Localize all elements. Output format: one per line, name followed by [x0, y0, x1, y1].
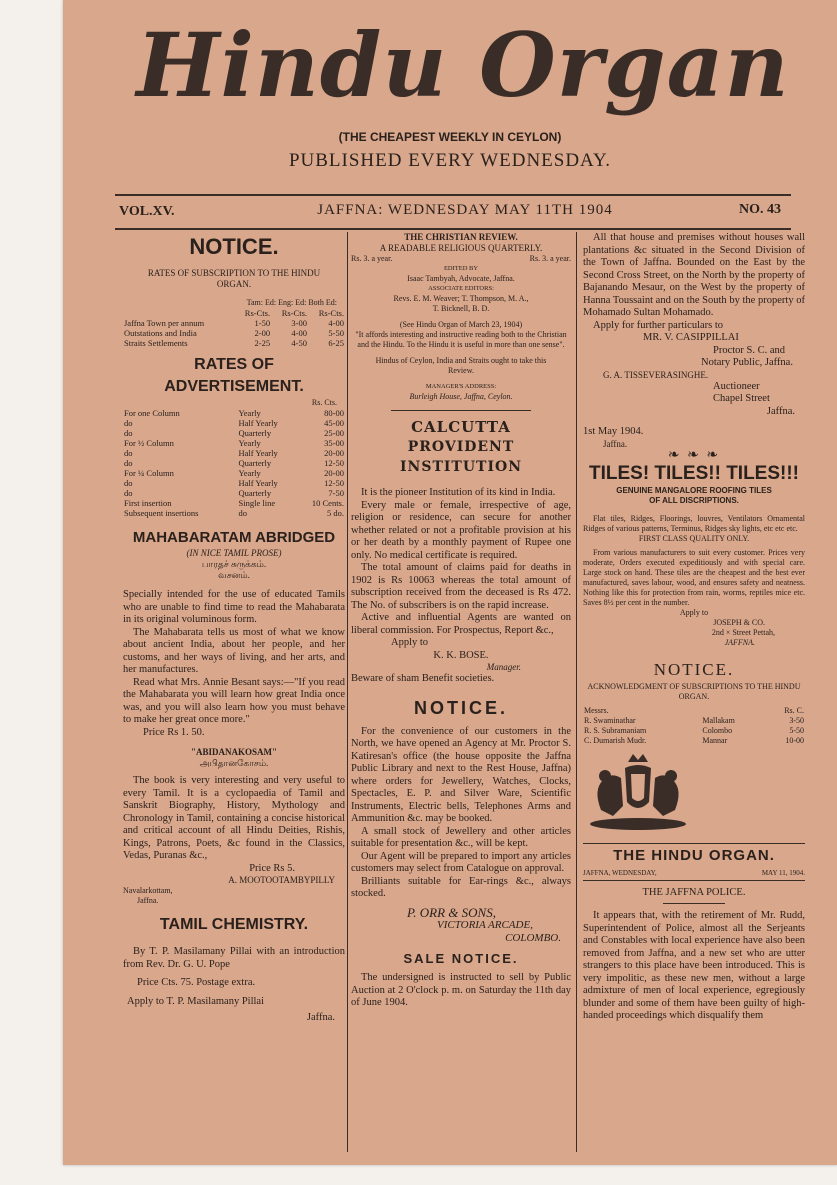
table-cell: Mallakam [702, 716, 735, 725]
orr-address: VICTORIA ARCADE, [437, 919, 533, 931]
issue-number: NO. 43 [739, 202, 781, 217]
table-cell: 3-00 [291, 318, 308, 328]
auctioneer-role: Auctioneer [713, 380, 760, 392]
table-cell: For ¼ Column [124, 468, 174, 478]
calcutta-paragraph: Active and influential Agents are wanted on liberal commission. For Prospectus, Report &c., [351, 612, 571, 636]
table-cell: do [124, 418, 133, 428]
edited-by-label: EDITED BY [443, 265, 479, 272]
table-row [123, 408, 345, 418]
table-row [123, 338, 345, 348]
calcutta-heading: CALCUTTA [411, 418, 511, 436]
orr-city: COLOMBO. [505, 931, 561, 944]
tiles-subheading: OF ALL DISCRIPTIONS. [649, 496, 739, 505]
tiles-paragraph: Flat tiles, Ridges, Floorings, louvres, Ventilators Ornamental Ridges of various patterns, Terminus, Ridges sky lights, etc etc etc. [583, 514, 805, 533]
notice-paragraph: Brilliants suitable for Ear-rings &c., always stocked. [351, 875, 571, 899]
notice-date: 1st May 1904. [583, 426, 644, 437]
table-row [583, 726, 805, 736]
tiles-quality: FIRST CLASS QUALITY ONLY. [638, 534, 750, 543]
masthead-title: Hindu Organ [136, 13, 790, 117]
table-cell: Single line [238, 498, 276, 508]
table-row [123, 498, 345, 508]
abidanakosam-tamil: அபிதானகோசம். [199, 758, 269, 768]
divider [391, 410, 531, 411]
tiles-subheading: GENUINE MANGALORE ROOFING TILES [616, 486, 772, 495]
column-1 [123, 232, 345, 1025]
editorial-place: JAFFNA, WEDNESDAY, [583, 868, 657, 877]
auctioneer-city: Jaffna. [766, 405, 795, 417]
table-cell: 80-00 [324, 408, 344, 418]
table-cell: 5-50 [328, 328, 344, 338]
christian-review-heading: THE CHRISTIAN REVIEW. [404, 232, 518, 242]
manager-address: Burleigh House, Jaffna, Ceylon. [409, 392, 513, 401]
acknowledgment-heading: ACKNOWLEDGMENT OF SUBSCRIPTIONS TO THE HINDU ORGAN. [587, 682, 801, 701]
associate-editors-label: ASSOCIATE EDITORS: [428, 285, 494, 292]
table-cell: 5-50 [789, 726, 804, 735]
table-cell: Yearly [238, 468, 261, 478]
police-paragraph: It appears that, with the retirement of Mr. Rudd, Superintendent of Police, almost all the Serjeants and Constables with local experience have also been removed from Jaffna, and a new set who are utter strangers to this place have been introduced. This is very impolitic, as these new men, without a large admixture of men of local experience, egregiously blunder and some of them have been guilty of high-handed proceedings which disqualify them [583, 910, 805, 1021]
christian-review-price [351, 254, 571, 264]
table-cell: Outstations and India [124, 328, 197, 338]
column-2 [351, 232, 571, 1010]
notice-paragraph: Our Agent will be prepared to import any articles customers may select from Catalogue on approval. [351, 850, 571, 874]
mahabaratam-tamil-title: பாரதச் சுருக்கம். [201, 559, 267, 569]
mahabaratam-paragraph: Read what Mrs. Annie Besant says:—"If you read the Mahabarata you will learn how great India once was, and you will also learn how you must behave to make her great once more." [123, 676, 345, 725]
abidanakosam-place: Jaffna. [137, 896, 159, 905]
table-cell: 3-50 [789, 716, 804, 725]
table-cell: do [124, 428, 133, 438]
calcutta-apply: Apply to [391, 637, 429, 648]
divider [583, 880, 805, 881]
table-cell: 12-50 [324, 458, 344, 468]
apply-line: Apply for further particulars to [593, 319, 724, 331]
tamil-chemistry-place: Jaffna. [306, 1012, 335, 1023]
auctioneer-name: G. A. TISSEVERASINGHE. [603, 369, 709, 380]
calcutta-paragraph: Every male or female, irrespective of age, religion or residence, can secure for another whether related or not a profitable provision at his or her death by a monthly payment of Rupee one only. No medical certificate is required. [351, 499, 571, 561]
acknowledgment-table [583, 706, 805, 746]
table-cell: 7-50 [328, 488, 344, 498]
table-cell: Quarterly [238, 458, 272, 468]
table-cell: Rs. C. [784, 706, 804, 715]
abidanakosam-author: A. MOOTOOTAMBYPILLY [228, 875, 335, 885]
subscription-table [123, 308, 345, 348]
mahabaratam-paragraph: Specially intended for the use of educated Tamils who are unable to find time to read the Mahabarata in its original voluminous form. [123, 589, 345, 625]
casippillai-title: Proctor S. C. and [713, 344, 786, 356]
tamil-chemistry-apply: Apply to T. P. Masilamany Pillai [127, 995, 264, 1007]
masthead [63, 0, 837, 190]
table-cell: 20-00 [324, 468, 344, 478]
tiles-apply: Apply to [679, 608, 709, 617]
table-cell: do [124, 488, 133, 498]
table-cell: do [238, 508, 247, 518]
table-cell: 10-00 [785, 736, 804, 745]
table-cell: Quarterly [238, 428, 272, 438]
table-row [123, 508, 345, 518]
table-cell: R. Swaminathar [584, 716, 636, 725]
christian-review-subheading: A READABLE RELIGIOUS QUARTERLY. [379, 243, 543, 253]
table-cell: do [124, 478, 133, 488]
price-left: Rs. 3. a year. [351, 254, 393, 263]
abidanakosam-place: Navalarkottam, [123, 886, 173, 895]
table-cell: 4-50 [291, 338, 308, 348]
table-cell: 4-00 [328, 318, 344, 328]
review-recommendation: Hindus of Ceylon, India and Straits ought to take this Review. [375, 356, 547, 375]
table-cell: 45-00 [324, 418, 344, 428]
abidanakosam-price: Price Rs 5. [249, 862, 295, 874]
associate-editors: T. Bicknell, B. D. [432, 304, 490, 313]
editor-name: Isaac Tambyah, Advocate, Jaffna. [407, 274, 515, 283]
table-cell: Rs-Cts. [318, 308, 344, 318]
table-cell: 1-50 [254, 318, 271, 328]
table-row [123, 458, 345, 468]
provident-institution-heading: PROVIDENT INSTITUTION [399, 439, 522, 475]
mahabaratam-tamil-subtitle: வசனம். [218, 570, 250, 580]
table-row [123, 488, 345, 498]
subscription-columns: Tam: Ed: Eng: Ed: Both Ed: [246, 298, 337, 307]
table-cell: Yearly [238, 408, 261, 418]
auctioneer-street: Chapel Street [713, 393, 770, 404]
masthead-subtitle: (THE CHEAPEST WEEKLY IN CEYLON) [338, 130, 562, 144]
table-cell: Colombo [702, 726, 733, 735]
notice-heading: NOTICE. [189, 234, 279, 259]
sale-notice-paragraph: The undersigned is instructed to sell by Public Auction at 2 O'clock p. m. on Saturday the 11th day of June 1904. [351, 972, 571, 1008]
table-cell: First insertion [124, 498, 172, 508]
royal-crest-icon [583, 750, 693, 834]
table-row [583, 716, 805, 726]
table-cell: 10 Cents. [311, 498, 344, 508]
casippillai-title: Notary Public, Jaffna. [701, 357, 793, 368]
rates-subscription-heading: RATES OF SUBSCRIPTION TO THE HINDU ORGAN. [147, 268, 321, 289]
review-quote: "It affords interesting and instructive reading both to the Christian and the Hindu. To the Hindu it is useful in more than one sense". [355, 330, 567, 349]
orr-signature: P. ORR & SONS, [407, 904, 496, 920]
table-header-row [123, 308, 345, 318]
table-cell: Quarterly [238, 488, 272, 498]
table-cell: R. S. Subramaniam [584, 726, 647, 735]
table-cell: Rs-Cts. [281, 308, 308, 318]
abidanakosam-heading: "ABIDANAKOSAM" [191, 747, 277, 757]
review-reference: (See Hindu Organ of March 23, 1904) [399, 320, 523, 329]
column-3 [583, 232, 805, 1023]
editorial-dateline [583, 868, 805, 878]
table-row [123, 328, 345, 338]
price-right: Rs. 3. a year. [529, 254, 571, 263]
notice-place: Jaffna. [603, 438, 628, 449]
table-cell: 12-50 [324, 478, 344, 488]
table-cell: Messrs. [584, 706, 609, 715]
house-paragraph: All that house and premises without houses wall plantations &c situated in the Second Division of the Town of Jaffna. Bounded on the East by the Second Cross Street, on the North by the property of Bajanando Mesaur, on the West by the property of Hanna Toussaint and on the South by the property of Mohamado Sultan Mohamado. [583, 232, 805, 318]
tiles-city: JAFFNA. [724, 638, 755, 647]
table-header-row [583, 706, 805, 716]
table-row [123, 448, 345, 458]
table-cell: Rs-Cts. [244, 308, 271, 318]
table-cell: Half Yearly [238, 448, 278, 458]
column-rule [347, 232, 348, 1152]
sale-notice-heading: SALE NOTICE. [403, 951, 519, 966]
table-cell: 35-00 [324, 438, 344, 448]
divider [115, 228, 791, 230]
table-row [123, 318, 345, 328]
police-heading: THE JAFFNA POLICE. [642, 886, 746, 898]
table-row [583, 736, 805, 746]
table-row [123, 428, 345, 438]
column-rule [576, 232, 577, 1152]
table-cell: 2-00 [254, 328, 271, 338]
notice-paragraph: For the convenience of our customers in the North, we have opened an Agency at Mr. Proctor S. Katiresan's office (the house opposite the Jaffna Public Library and next to the Rest House, Jaffna) where orders for Jewellery, Watches, Clocks, Spectacles, E. P. and Silver Ware, Scientific Instruments, Electric bells, Telephones Arms and Ammunition &c. may be booked. [351, 725, 571, 824]
calcutta-agent-role: Manager. [486, 662, 521, 672]
table-cell: Half Yearly [238, 418, 278, 428]
table-cell: For ½ Column [124, 438, 174, 448]
advertisement-table [123, 408, 345, 518]
calcutta-agent-name: K. K. BOSE. [433, 649, 489, 661]
manager-address-label: MANAGER'S ADDRESS: [425, 383, 497, 390]
notice-heading: NOTICE. [653, 660, 735, 679]
table-cell: Mannar [702, 736, 728, 745]
associate-editors: Revs. E. M. Weaver; T. Thompson, M. A., [393, 294, 529, 303]
table-cell: 5 do. [327, 508, 344, 518]
abidanakosam-paragraph: The book is very interesting and very useful to every Tamil. It is a cyclopaedia of Tamil and Sanskrit Biography, History, Mythology and Chronology in Tamil, containing a concise historical and critical account of all Hindu Deities, Rishis, Kings, Patrons, Poets, &c found in the Classics, Vedas, Puranas &c., [123, 775, 345, 861]
mahabaratam-subheading: (IN NICE TAMIL PROSE) [186, 548, 282, 558]
newspaper-page [63, 0, 837, 1165]
table-cell: 6-25 [328, 338, 344, 348]
table-row [123, 468, 345, 478]
table-cell: For one Column [124, 408, 180, 418]
dateline [115, 196, 791, 226]
table-cell: 2-25 [254, 338, 271, 348]
table-cell: Straits Settlements [124, 338, 188, 348]
editorial-heading: THE HINDU ORGAN. [613, 846, 775, 864]
table-cell: Yearly [238, 438, 261, 448]
table-cell: Half Yearly [238, 478, 278, 488]
calcutta-beware: Beware of sham Benefit societies. [351, 673, 495, 684]
tiles-heading: TILES! TILES!! TILES!!! [588, 463, 800, 484]
divider [663, 903, 725, 904]
tiles-address: 2nd × Street Pettah, [711, 628, 775, 637]
table-row [123, 418, 345, 428]
tamil-chemistry-paragraph: By T. P. Masilamany Pillai with an introduction from Rev. Dr. G. U. Pope [123, 946, 345, 970]
tamil-chemistry-heading: TAMIL CHEMISTRY. [159, 916, 309, 933]
mahabaratam-price: Price Rs 1. 50. [143, 726, 205, 738]
editorial-date: MAY 11, 1904. [761, 868, 805, 877]
table-cell: Jaffna Town per annum [124, 318, 205, 328]
table-row [123, 478, 345, 488]
table-cell: Subsequent insertions [124, 508, 199, 518]
volume-number: VOL.XV. [119, 204, 175, 219]
table-cell: 20-00 [324, 448, 344, 458]
notice-heading: NOTICE. [413, 697, 508, 718]
masthead-published: PUBLISHED EVERY WEDNESDAY. [288, 150, 612, 171]
table-cell: 25-00 [324, 428, 344, 438]
mahabaratam-heading: MAHABARATAM ABRIDGED [132, 529, 336, 546]
table-cell: C. Dumarish Mudr. [584, 736, 647, 745]
advertisement-rates-heading: RATES OF ADVERTISEMENT. [164, 356, 304, 395]
ornament-divider: ❧ ❧ ❧ [667, 447, 721, 463]
tiles-merchant: JOSEPH & CO. [713, 618, 765, 627]
tiles-paragraph: From various manufacturers to suit every customer. Prices very moderate, Orders executed expeditiously and with special care. Large stock on hand. These tiles are the cheapest and the best ever manufactured, saves labour, wood, and ensures safety and neatness. Nothing like this for protection from rain, worms, reptiles mice etc. Saves 8½ per cent in the number. [583, 548, 805, 607]
calcutta-paragraph: The total amount of claims paid for deaths in 1902 is Rs 10063 whereas the total amount of subscription received from the deceased is Rs 472. The No. of subscribers is on the rapid increase. [351, 562, 571, 611]
tamil-chemistry-price: Price Cts. 75. Postage extra. [137, 977, 256, 988]
issue-date: JAFFNA: WEDNESDAY MAY 11TH 1904 [317, 202, 613, 218]
table-cell: do [124, 448, 133, 458]
casippillai-name: MR. V. CASIPPILLAI [643, 332, 739, 343]
table-row [123, 438, 345, 448]
calcutta-paragraph: It is the pioneer Institution of its kind in India. [361, 487, 556, 498]
mahabaratam-paragraph: The Mahabarata tells us most of what we know about ancient India, about her people, and her customs, and her ways of living, and her arts, and her manufactures. [123, 626, 345, 675]
table-cell: do [124, 458, 133, 468]
notice-paragraph: A small stock of Jewellery and other articles suitable for presentation &c., will be kept. [351, 825, 571, 849]
advertisement-unit: Rs. Cts. [311, 398, 337, 407]
table-cell: 4-00 [291, 328, 308, 338]
